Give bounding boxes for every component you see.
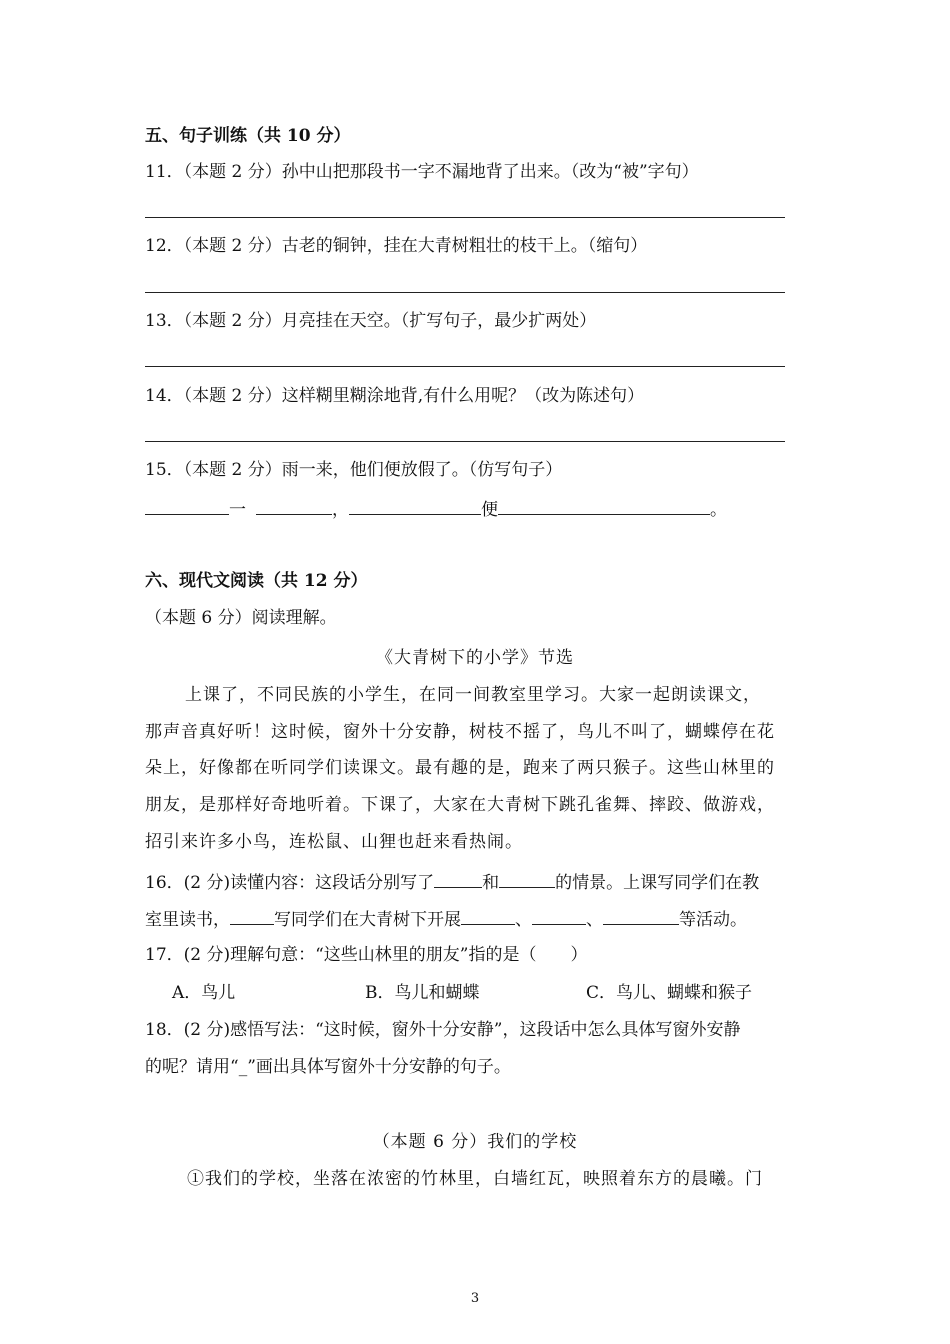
question-15: 15．（本题 2 分）雨一来，他们便放假了。（仿写句子） bbox=[145, 460, 563, 480]
answer-line-13[interactable] bbox=[145, 366, 785, 367]
fill-char-yi: 一 bbox=[229, 500, 246, 520]
blank-16-4[interactable] bbox=[461, 906, 515, 925]
section6-title: 六、现代文阅读（共 12 分） bbox=[145, 571, 368, 591]
question-14: 14．（本题 2 分）这样糊里糊涂地背,有什么用呢？（改为陈述句） bbox=[145, 386, 645, 406]
passage-line-5: 招引来许多小鸟，连松鼠、山狸也赶来看热闹。 bbox=[145, 832, 523, 852]
question-16-line-1 bbox=[145, 869, 759, 895]
q16-text-f: 、 bbox=[515, 910, 532, 930]
fill-char-bian: 便 bbox=[481, 500, 498, 520]
q16-text-b: 和 bbox=[482, 873, 500, 893]
q17-option-b[interactable]: B．鸟儿和蝴蝶 bbox=[365, 983, 480, 1003]
question-18-line-2: 的呢？请用“_”画出具体写窗外十分安静的句子。 bbox=[145, 1057, 511, 1077]
fill-comma: ， bbox=[332, 500, 349, 520]
q16-text-h: 等活动。 bbox=[679, 910, 747, 930]
q16-text-g: 、 bbox=[586, 910, 603, 930]
blank-16-1[interactable] bbox=[434, 869, 482, 888]
blank-15-3[interactable] bbox=[349, 496, 481, 515]
answer-line-11[interactable] bbox=[145, 217, 785, 218]
blank-16-5[interactable] bbox=[532, 906, 586, 925]
reading-intro: （本题 6 分）阅读理解。 bbox=[145, 608, 337, 628]
passage-line-1: 上课了，不同民族的小学生，在同一间教室里学习。大家一起朗读课文， bbox=[185, 685, 761, 705]
q17-option-a[interactable]: A．鸟儿 bbox=[172, 983, 236, 1003]
question-16-line-2 bbox=[145, 906, 747, 932]
blank-16-2[interactable] bbox=[499, 869, 555, 888]
passage-title: 《大青树下的小学》节选 bbox=[376, 648, 574, 668]
blank-15-2[interactable] bbox=[256, 496, 332, 515]
q17-option-c[interactable]: C．鸟儿、蝴蝶和猴子 bbox=[586, 983, 753, 1003]
question-11: 11．（本题 2 分）孙中山把那段书一字不漏地背了出来。（改为“被”字句） bbox=[145, 162, 699, 182]
fill-period: 。 bbox=[710, 500, 727, 520]
passage2-title: （本题 6 分）我们的学校 bbox=[372, 1132, 578, 1152]
section5-title: 五、句子训练（共 10 分） bbox=[145, 126, 351, 146]
question-13: 13．（本题 2 分）月亮挂在天空。（扩写句子，最少扩两处） bbox=[145, 311, 597, 331]
blank-16-6[interactable] bbox=[603, 906, 679, 925]
question-12: 12．（本题 2 分）古老的铜钟，挂在大青树粗壮的枝干上。（缩句） bbox=[145, 236, 648, 256]
question-18-line-1: 18．(2 分)感悟写法：“这时候，窗外十分安静”，这段话中怎么具体写窗外安静 bbox=[145, 1020, 741, 1040]
answer-line-14[interactable] bbox=[145, 441, 785, 442]
q16-text-c: 的情景。上课写同学们在教 bbox=[555, 873, 760, 893]
blank-15-4[interactable] bbox=[498, 496, 710, 515]
q16-text-e: 写同学们在大青树下开展 bbox=[274, 910, 461, 930]
passage-line-4: 朋友，是那样好奇地听着。下课了，大家在大青树下跳孔雀舞、摔跤、做游戏， bbox=[145, 795, 775, 815]
q16-text-a: 16．(2 分)读懂内容：这段话分别写了 bbox=[145, 873, 435, 893]
blank-15-1[interactable] bbox=[145, 496, 229, 515]
q16-text-d: 室里读书， bbox=[145, 910, 230, 930]
passage-line-2: 那声音真好听！这时候，窗外十分安静，树枝不摇了，鸟儿不叫了，蝴蝶停在花 bbox=[145, 722, 775, 742]
imitation-fill-line bbox=[145, 496, 727, 522]
question-17: 17．(2 分)理解句意：“这些山林里的朋友”指的是（ ） bbox=[145, 945, 588, 965]
passage-line-3: 朵上，好像都在听同学们读课文。最有趣的是，跑来了两只猴子。这些山林里的 bbox=[145, 758, 775, 778]
blank-16-3[interactable] bbox=[230, 906, 274, 925]
passage2-line-1: ①我们的学校，坐落在浓密的竹林里，白墙红瓦，映照着东方的晨曦。门 bbox=[187, 1169, 763, 1189]
answer-line-12[interactable] bbox=[145, 292, 785, 293]
page-number: 3 bbox=[470, 1291, 480, 1306]
